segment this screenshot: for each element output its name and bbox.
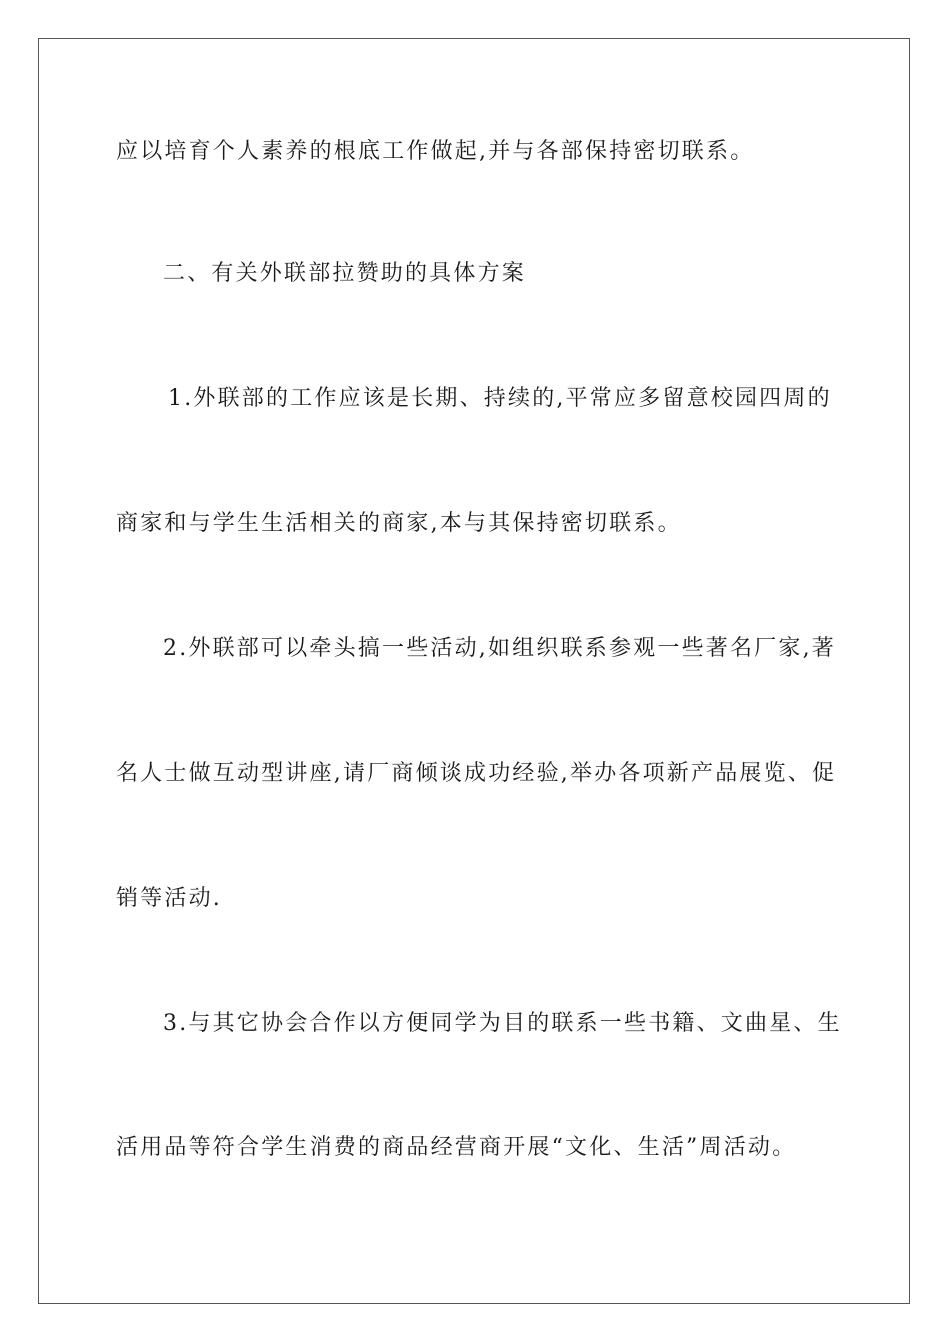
paragraph-line-4: 商家和与学生生活相关的商家,本与其保持密切联系。	[116, 511, 682, 536]
paragraph-line-6: 名人士做互动型讲座,请厂商倾谈成功经验,举办各项新产品展览、促	[116, 761, 837, 786]
paragraph-line-3: 1.外联部的工作应该是长期、持续的,平常应多留意校园四周的	[168, 386, 832, 411]
paragraph-line-8: 3.与其它协会合作以方便同学为目的联系一些书籍、文曲星、生	[163, 1011, 842, 1036]
section-heading: 二、有关外联部拉赞助的具体方案	[163, 261, 527, 286]
page-border	[38, 38, 910, 1304]
paragraph-line-9: 活用品等符合学生消费的商品经营商开展“文化、生活”周活动。	[116, 1135, 797, 1160]
paragraph-line-5: 2.外联部可以牵头搞一些活动,如组织联系参观一些著名厂家,著	[163, 636, 836, 661]
paragraph-line-1: 应以培育个人素养的根底工作做起,并与各部保持密切联系。	[116, 139, 755, 164]
paragraph-line-7: 销等活动.	[116, 886, 222, 911]
